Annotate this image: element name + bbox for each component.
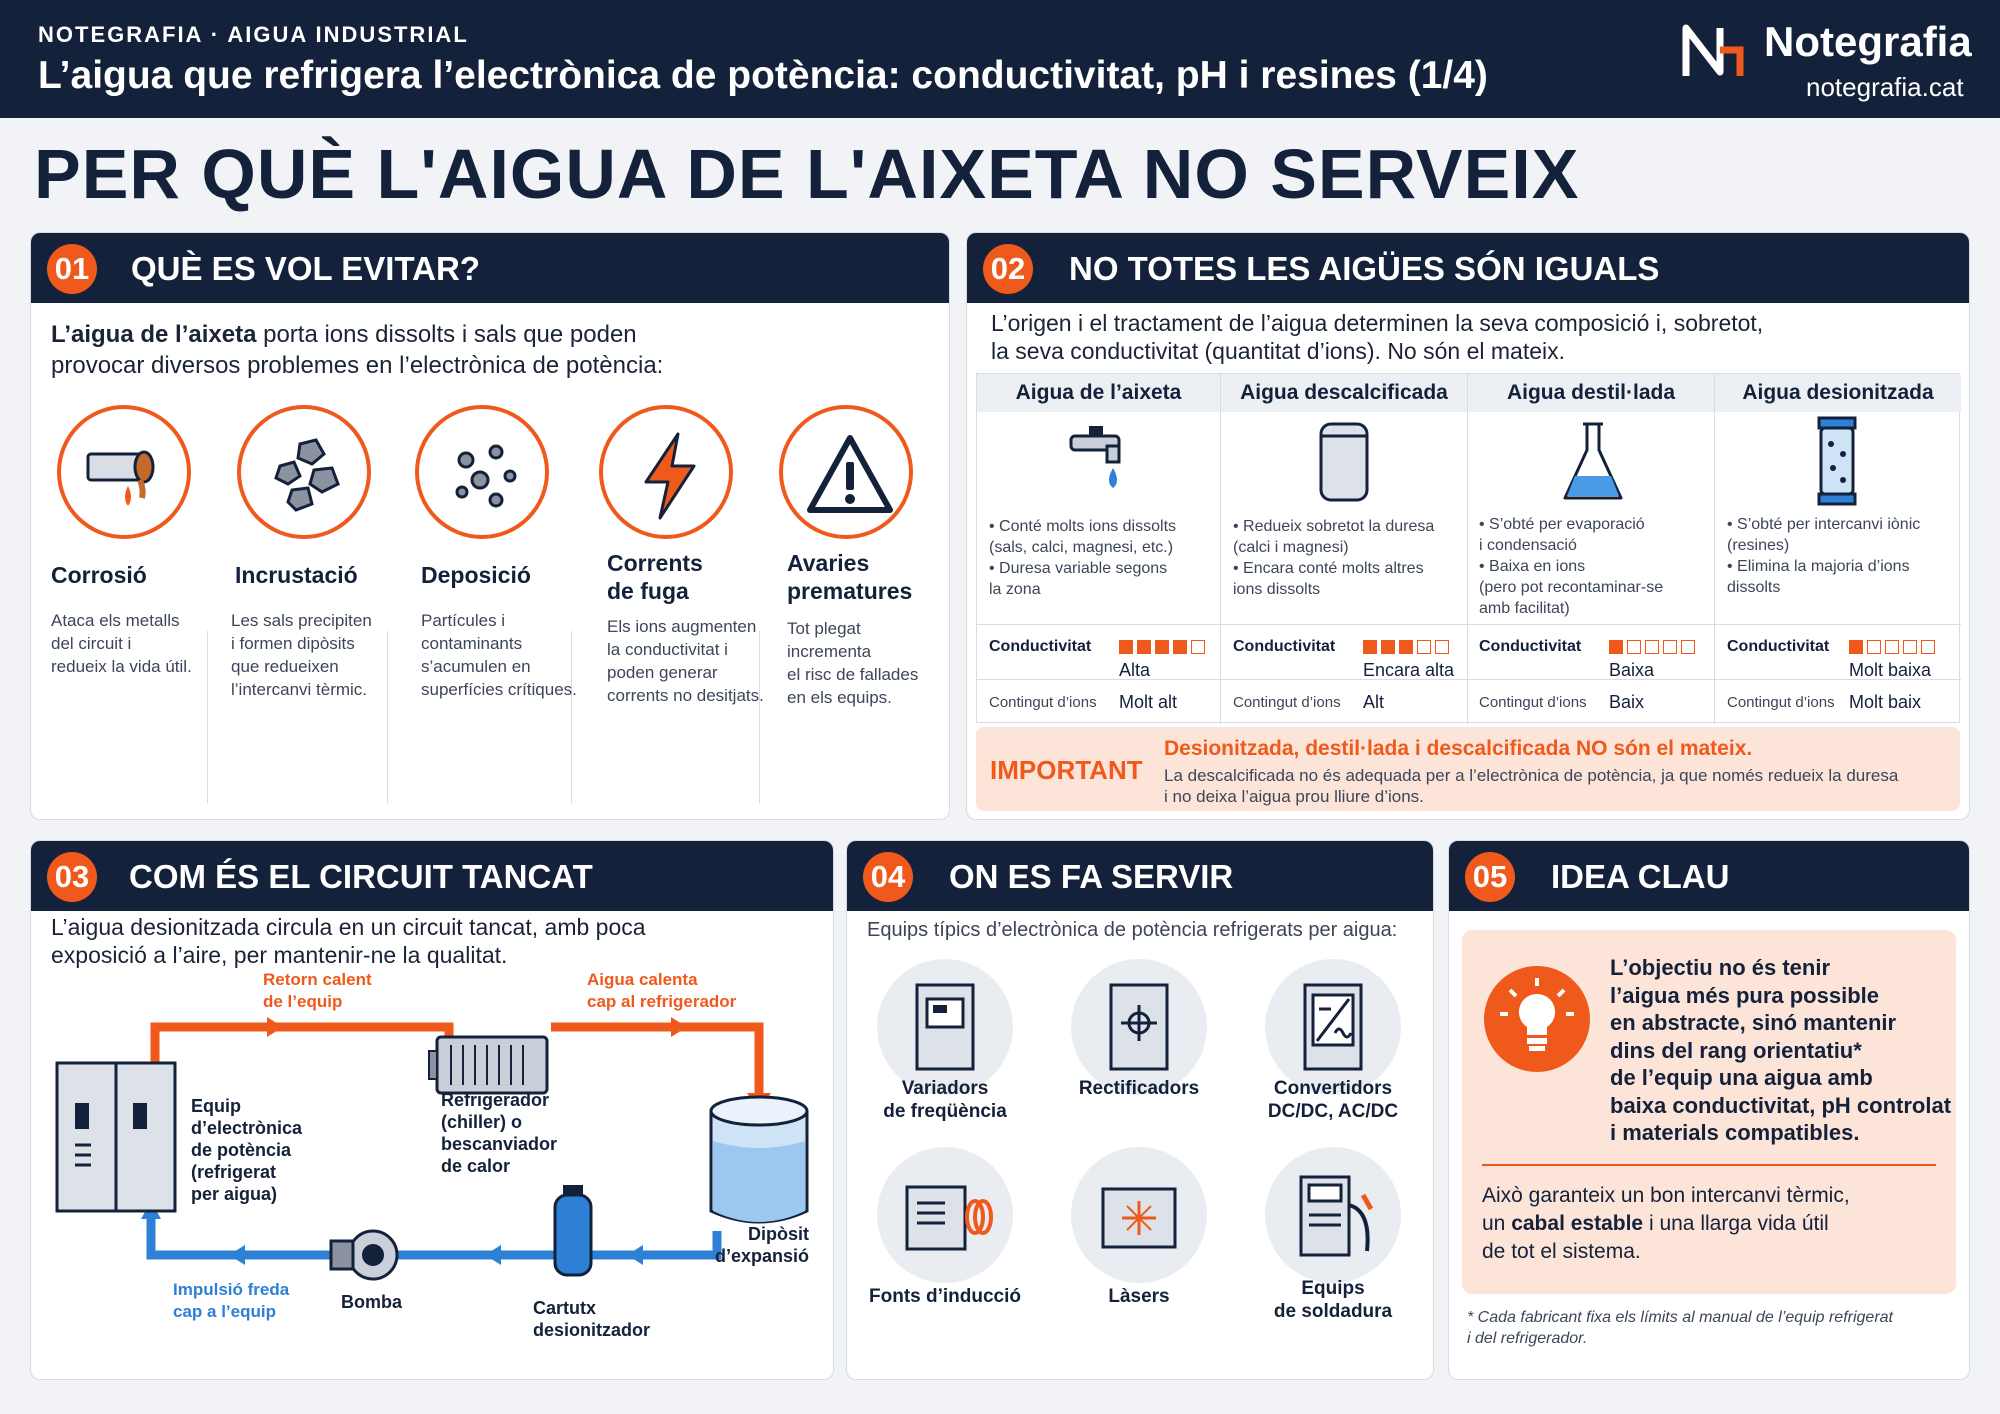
flow-arrow-icon: [671, 1017, 687, 1037]
conductivity-bar: [1885, 640, 1899, 654]
leakage-current-badge: [599, 405, 733, 539]
conductivity-bar: [1137, 640, 1151, 654]
conductivity-bar: [1399, 640, 1413, 654]
column-header: Aigua desionitzada: [1715, 374, 1961, 412]
laser-icon: [1089, 1165, 1189, 1265]
equipment-label: Variadors de freqüència: [883, 1078, 1007, 1122]
pump-label: Bomba: [341, 1292, 403, 1312]
cold-supply-pipe: [151, 1215, 717, 1255]
section-title: NO TOTES LES AIGÜES SÓN IGUALS: [1069, 250, 1660, 287]
divider: [1467, 374, 1468, 724]
key-idea-text: L’objectiu no és tenir l’aigua més pura possible en abstracte, sinó mantenir dins del rang orientatiu* de l’equip una aigua amb baixa conductivitat, pH controlat i materials compatibles.: [1610, 955, 1952, 1145]
problem-name: Incrustació: [235, 562, 358, 588]
divider: [1220, 374, 1221, 724]
ions-value: Alt: [1363, 692, 1385, 712]
ions-value: Baix: [1609, 692, 1645, 712]
rectifier-cabinet-icon: [1089, 977, 1189, 1077]
conductivity-value: Encara alta: [1363, 660, 1455, 680]
conductivity-value: Baixa: [1609, 660, 1655, 680]
ions-value: Molt alt: [1119, 692, 1178, 712]
important-callout: [976, 727, 1960, 811]
flow-arrow-icon: [267, 1017, 283, 1037]
flow-arrow-icon: [485, 1245, 501, 1265]
ions-value: Molt baix: [1849, 692, 1922, 712]
ions-label: Contingut d’ions: [1727, 694, 1835, 711]
conductivity-label: Conductivitat: [1479, 638, 1582, 655]
divider: [1714, 374, 1715, 724]
divider: [1482, 1164, 1936, 1166]
hot-supply-pipe: [551, 1027, 759, 1097]
conductivity-bar: [1627, 640, 1641, 654]
welding-equipment-icon: [1283, 1165, 1383, 1265]
problem-name: Corrents de fuga: [607, 550, 703, 604]
column-header: Aigua destil·lada: [1468, 374, 1714, 412]
variable-drive-tile: [877, 959, 1013, 1095]
rectifier-tile: [1071, 959, 1207, 1095]
corroded-pipe-icon: [78, 426, 178, 526]
conductivity-bar: [1609, 640, 1623, 654]
section-where-used: [846, 840, 1434, 1380]
converter-tile: [1265, 959, 1401, 1095]
problem-desc: Les sals precipiten i formen dipòsits que redueixen l’intercanvi tèrmic.: [231, 611, 372, 699]
induction-source-icon: [895, 1165, 995, 1265]
column-header: Aigua de l’aixeta: [977, 374, 1220, 412]
conductivity-bar: [1903, 640, 1917, 654]
section-title: COM ÉS EL CIRCUIT TANCAT: [129, 858, 593, 895]
water-notes: • Redueix sobretot la duresa (calci i magnesi) • Encara conté molts altres ions dissolts: [1233, 518, 1435, 598]
conductivity-value: Alta: [1119, 660, 1151, 680]
hot-supply-label: Aigua calenta cap al refrigerador: [587, 970, 737, 1011]
deionizer-label: Cartutx desionitzador: [533, 1298, 651, 1340]
warning-icon: [800, 426, 900, 526]
scaling-badge: [237, 405, 371, 539]
converter-icon: [1283, 977, 1383, 1077]
ions-label: Contingut d’ions: [989, 694, 1097, 711]
conductivity-bar: [1119, 640, 1133, 654]
section-title: IDEA CLAU: [1551, 858, 1730, 895]
important-text: La descalcificada no és adequada per a l’electrònica de potència, ja que només redueix la duresa i no deixa l’aigua prou lliure d’ions.: [1164, 766, 1899, 806]
section-intro: [51, 319, 663, 381]
corrosion-badge: [57, 405, 191, 539]
conductivity-bar: [1663, 640, 1677, 654]
intro-text: porta ions dissolts i sals que poden: [256, 321, 637, 348]
particles-icon: [436, 426, 536, 526]
conductivity-value: Molt baixa: [1849, 660, 1932, 680]
equipment-label: Fonts d’inducció: [869, 1286, 1021, 1307]
conductivity-bar: [1435, 640, 1449, 654]
section-what-to-avoid: [30, 232, 950, 820]
drive-cabinet-icon: [895, 977, 995, 1077]
chiller-icon: [429, 1037, 547, 1093]
problem-desc: Tot plegat incrementa el risc de fallades en els equips.: [787, 619, 919, 707]
intro-line-2: provocar diversos problemes en l’electrònica de potència:: [51, 352, 664, 379]
column-header: Aigua descalcificada: [1221, 374, 1467, 412]
cold-supply-label: Impulsió freda cap a l’equip: [173, 1280, 290, 1321]
conductivity-bar: [1173, 640, 1187, 654]
expansion-tank-icon: [711, 1097, 807, 1222]
problem-desc: Els ions augmenten la conductivitat i poden generar corrents no desitjats.: [607, 617, 764, 705]
lightbulb-icon: [1482, 964, 1592, 1074]
divider: [387, 631, 388, 803]
series-kicker: NOTEGRAFIA · AIGUA INDUSTRIAL: [38, 22, 469, 47]
conductivity-meter: [1849, 640, 1935, 654]
conductivity-bar: [1155, 640, 1169, 654]
conductivity-bar: [1191, 640, 1205, 654]
resin-cartridge-icon: [1807, 414, 1867, 510]
conductivity-bar: [1681, 640, 1695, 654]
conductivity-bar: [1849, 640, 1863, 654]
flow-arrow-icon: [229, 1245, 245, 1265]
page-title: L’aigua que refrigera l’electrònica de potència: conductivitat, pH i resines (1/4): [38, 54, 1488, 97]
section-header: [1449, 841, 1969, 911]
equipment-label: Rectificadors: [1078, 1078, 1200, 1099]
power-electronics-cabinet-icon: [57, 1063, 175, 1211]
section-header: [967, 233, 1969, 303]
circuit-diagram: [31, 841, 834, 1380]
conductivity-bar: [1645, 640, 1659, 654]
brand-url: notegrafia.cat: [1806, 72, 1964, 102]
chiller-label: Refrigerador (chiller) o bescanviador de calor: [441, 1090, 558, 1176]
equipment-label: Equip d’electrònica de potència (refrigerat per aigua): [191, 1096, 303, 1204]
section-closed-circuit: [30, 840, 834, 1380]
important-label: IMPORTANT: [990, 755, 1143, 785]
induction-source-tile: [877, 1147, 1013, 1283]
laser-tile: [1071, 1147, 1207, 1283]
softener-tank-icon: [1309, 418, 1379, 506]
water-notes: • S’obté per intercanvi iònic (resines) • Elimina la majoria d’ions dissolts: [1727, 516, 1921, 596]
footnote: * Cada fabricant fixa els límits al manual de l’equip refrigerat i del refrigerador.: [1467, 1309, 1893, 1347]
deposition-badge: [415, 405, 549, 539]
important-title: Desionitzada, destil·lada i descalcificada NO són el mateix.: [1164, 737, 1753, 760]
brand-name: Notegrafia: [1764, 18, 1972, 65]
tap-icon: [1063, 418, 1143, 498]
section-number: 05: [1465, 852, 1515, 902]
lightning-icon: [620, 426, 720, 526]
intro-bold: L’aigua de l’aixeta: [51, 321, 257, 348]
water-comparison-table: [976, 373, 1960, 723]
expansion-tank-label: Dipòsit d’expansió: [714, 1224, 809, 1266]
equipment-label: Làsers: [1108, 1286, 1170, 1307]
notegrafia-logo-icon: [1680, 20, 1746, 80]
section-number: 03: [47, 852, 97, 902]
conductivity-bar: [1363, 640, 1377, 654]
conductivity-label: Conductivitat: [1727, 638, 1830, 655]
ions-label: Contingut d’ions: [1233, 694, 1341, 711]
conductivity-meter: [1119, 640, 1205, 654]
section-number: 02: [983, 244, 1033, 294]
key-idea-box: [1462, 930, 1956, 1294]
main-headline: PER QUÈ L'AIGUA DE L'AIXETA NO SERVEIX: [34, 135, 1580, 213]
problem-name: Deposició: [421, 562, 531, 588]
divider: [207, 631, 208, 803]
water-notes: • Conté molts ions dissolts (sals, calci, magnesi, etc.) • Duresa variable segons la zona: [989, 518, 1177, 598]
deposits-icon: [258, 426, 358, 526]
conductivity-bar: [1867, 640, 1881, 654]
pump-icon: [331, 1231, 397, 1279]
key-idea-benefit: Això garanteix un bon intercanvi tèrmic, un cabal estable i una llarga vida útil de tot el sistema.: [1482, 1184, 1850, 1263]
section-header: [847, 841, 1433, 911]
welding-tile: [1265, 1147, 1401, 1283]
conductivity-meter: [1363, 640, 1449, 654]
top-bar: [0, 0, 2000, 118]
problem-name: Avaries prematures: [787, 550, 913, 604]
water-notes: • S’obté per evaporació i condensació • Baixa en ions (pero pot recontaminar-se amb facilitat): [1479, 516, 1664, 617]
conductivity-bar: [1921, 640, 1935, 654]
equipment-label: Equips de soldadura: [1273, 1278, 1393, 1322]
divider: [977, 624, 1961, 625]
section-intro: L’aigua desionitzada circula en un circuit tancat, amb poca exposició a l’aire, per mantenir-ne la qualitat.: [51, 914, 646, 968]
section-number: 04: [863, 852, 913, 902]
section-intro: L’origen i el tractament de l’aigua determinen la seva composició i, sobretot, la seva conductivitat (quantitat d’ions). No són el mateix.: [991, 310, 1764, 364]
flow-arrow-icon: [627, 1245, 643, 1265]
deionizer-cartridge-icon: [555, 1185, 591, 1275]
section-title: ON ES FA SERVIR: [949, 858, 1234, 895]
problem-name: Corrosió: [51, 562, 147, 588]
section-header: [31, 233, 949, 303]
conductivity-label: Conductivitat: [1233, 638, 1336, 655]
conductivity-bar: [1381, 640, 1395, 654]
problem-desc: Ataca els metalls del circuit i redueix la vida útil.: [51, 611, 192, 676]
section-intro: Equips típics d’electrònica de potència refrigerats per aigua:: [867, 919, 1398, 941]
problem-desc: Partícules i contaminants s’acumulen en superfícies crítiques.: [421, 611, 577, 699]
conductivity-bar: [1417, 640, 1431, 654]
premature-failure-badge: [779, 405, 913, 539]
section-number: 01: [47, 244, 97, 294]
conductivity-meter: [1609, 640, 1695, 654]
equipment-label: Convertidors DC/DC, AC/DC: [1267, 1078, 1399, 1122]
conductivity-label: Conductivitat: [989, 638, 1092, 655]
hot-return-pipe: [155, 1027, 449, 1063]
flask-icon: [1557, 418, 1629, 506]
hot-return-label: Retorn calent de l’equip: [263, 970, 372, 1011]
section-title: QUÈ ES VOL EVITAR?: [131, 250, 480, 287]
ions-label: Contingut d’ions: [1479, 694, 1587, 711]
